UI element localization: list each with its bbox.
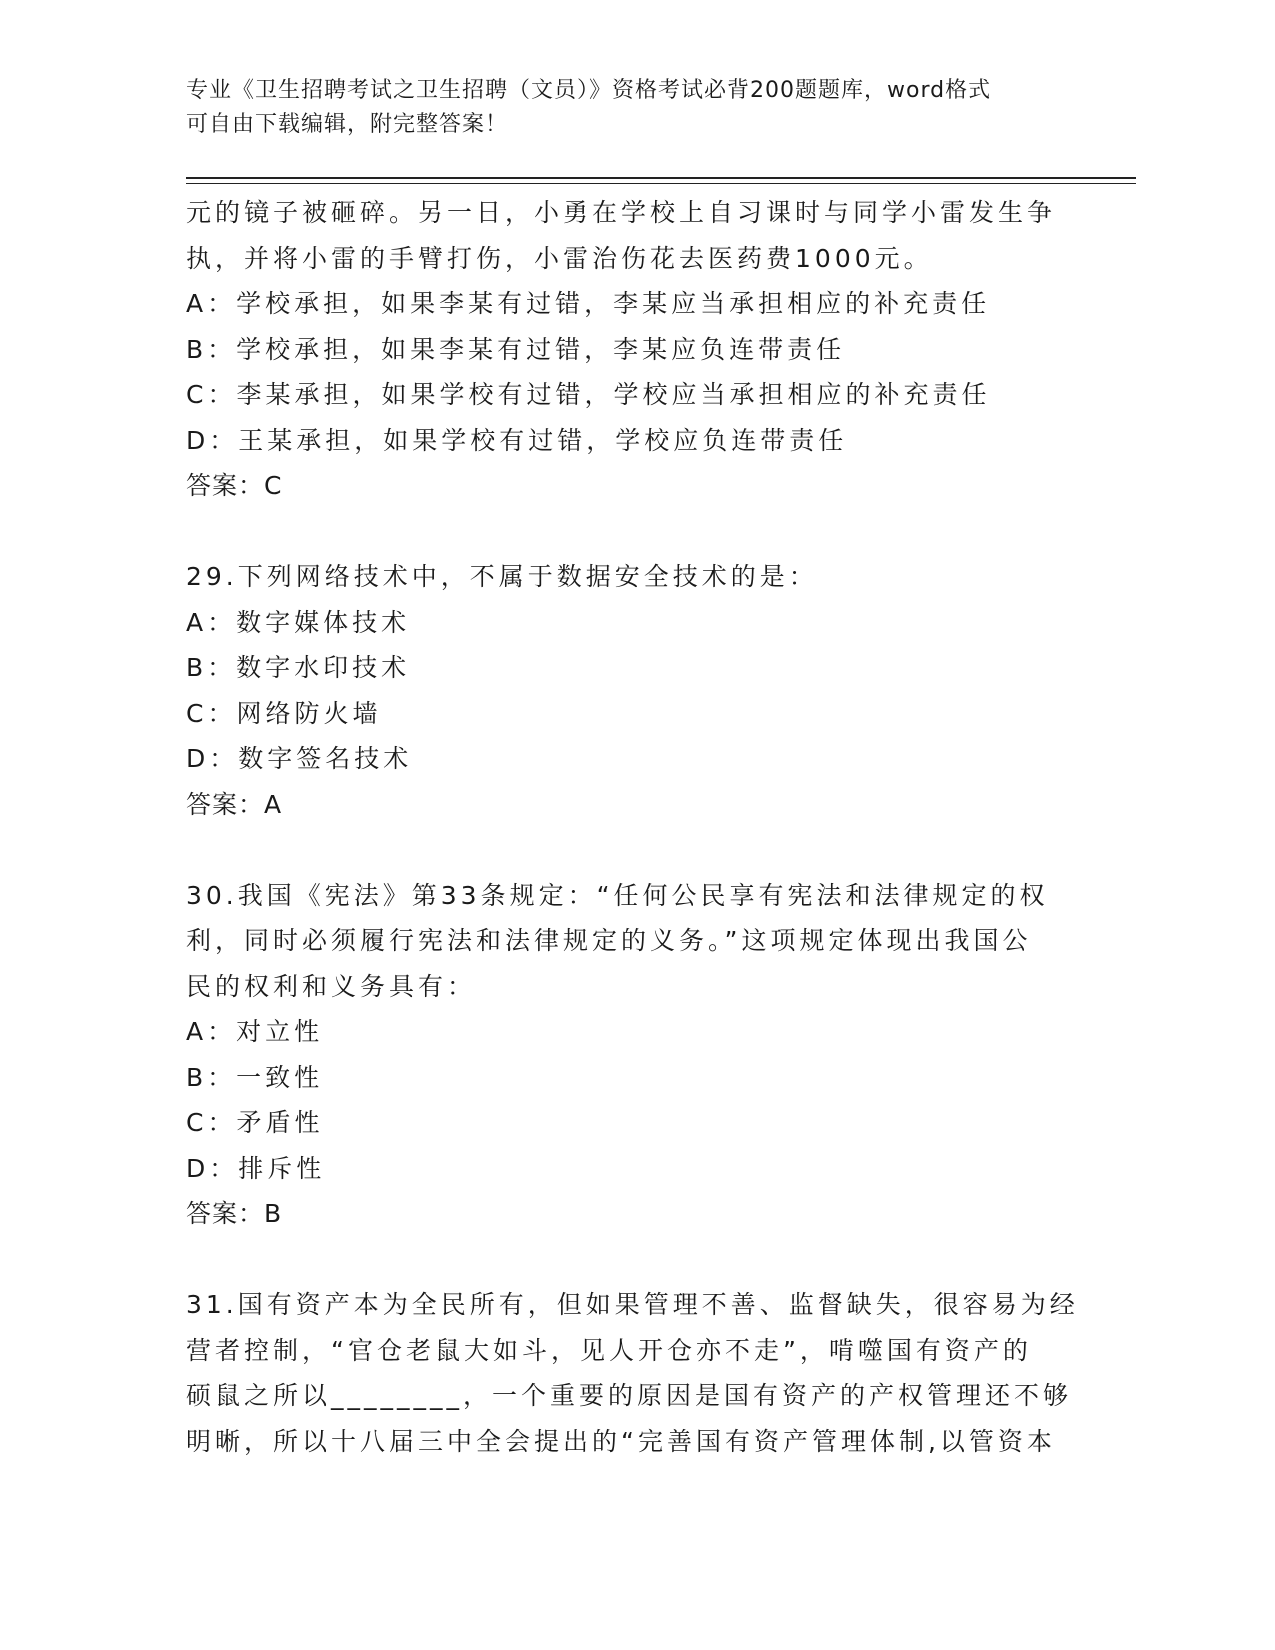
option-c: C：李某承担，如果学校有过错，学校应当承担相应的补充责任 <box>186 380 991 409</box>
question-content <box>186 190 1079 1464</box>
question-stem-line: 执，并将小雷的手臂打伤，小雷治伤花去医药费1000元。 <box>186 243 933 273</box>
option-a: A：数字媒体技术 <box>186 607 411 637</box>
question-28-tail <box>186 190 1076 509</box>
header-divider-thick <box>186 177 1136 179</box>
header-line-2: 可自由下载编辑，附完整答案！ <box>186 112 509 137</box>
header-line-1: 专业《卫生招聘考试之卫生招聘（文员）》资格考试必背200题题库，word格式 <box>186 78 992 103</box>
spacer <box>186 827 1076 873</box>
question-30 <box>186 873 1076 1237</box>
question-stem-line: 营者控制，“官仓老鼠大如斗，见人开仓亦不走”，啃噬国有资产的 <box>186 1335 1032 1365</box>
question-stem-line: 元的镜子被砸碎。另一日，小勇在学校上自习课时与同学小雷发生争 <box>186 198 1057 227</box>
question-stem-line: 硕鼠之所以________，一个重要的原因是国有资产的产权管理还不够 <box>186 1381 1073 1410</box>
question-stem-line: 民的权利和义务具有： <box>186 971 477 1001</box>
header-divider-thin <box>186 183 1136 184</box>
question-31 <box>186 1282 1079 1464</box>
option-c: C：矛盾性 <box>186 1108 324 1137</box>
document-header <box>186 74 1086 142</box>
option-d: D：王某承担，如果学校有过错，学校应负连带责任 <box>186 425 848 455</box>
option-a: A：学校承担，如果李某有过错，李某应当承担相应的补充责任 <box>186 289 991 318</box>
option-b: B：学校承担，如果李某有过错，李某应负连带责任 <box>186 334 846 364</box>
question-stem-line: 29.下列网络技术中，不属于数据安全技术的是： <box>186 562 818 591</box>
answer-line: 答案：B <box>186 1199 283 1228</box>
option-b: B：一致性 <box>186 1062 324 1092</box>
question-29 <box>186 554 1076 827</box>
question-stem-line: 明晰，所以十八届三中全会提出的“完善国有资产管理体制,以管资本 <box>186 1426 1056 1456</box>
option-a: A：对立性 <box>186 1017 324 1046</box>
question-stem-line: 30.我国《宪法》第33条规定：“任何公民享有宪法和法律规定的权 <box>186 880 1049 910</box>
answer-line: 答案：C <box>186 471 283 500</box>
question-stem-line: 31.国有资产本为全民所有，但如果管理不善、监督缺失，很容易为经 <box>186 1290 1079 1319</box>
spacer <box>186 509 1076 555</box>
option-d: D：数字签名技术 <box>186 744 413 773</box>
spacer <box>186 1237 1076 1283</box>
question-stem-line: 利，同时必须履行宪法和法律规定的义务。”这项规定体现出我国公 <box>186 926 1032 955</box>
answer-line: 答案：A <box>186 789 283 819</box>
option-c: C：网络防火墙 <box>186 698 382 728</box>
option-b: B：数字水印技术 <box>186 653 411 682</box>
option-d: D：排斥性 <box>186 1153 326 1183</box>
